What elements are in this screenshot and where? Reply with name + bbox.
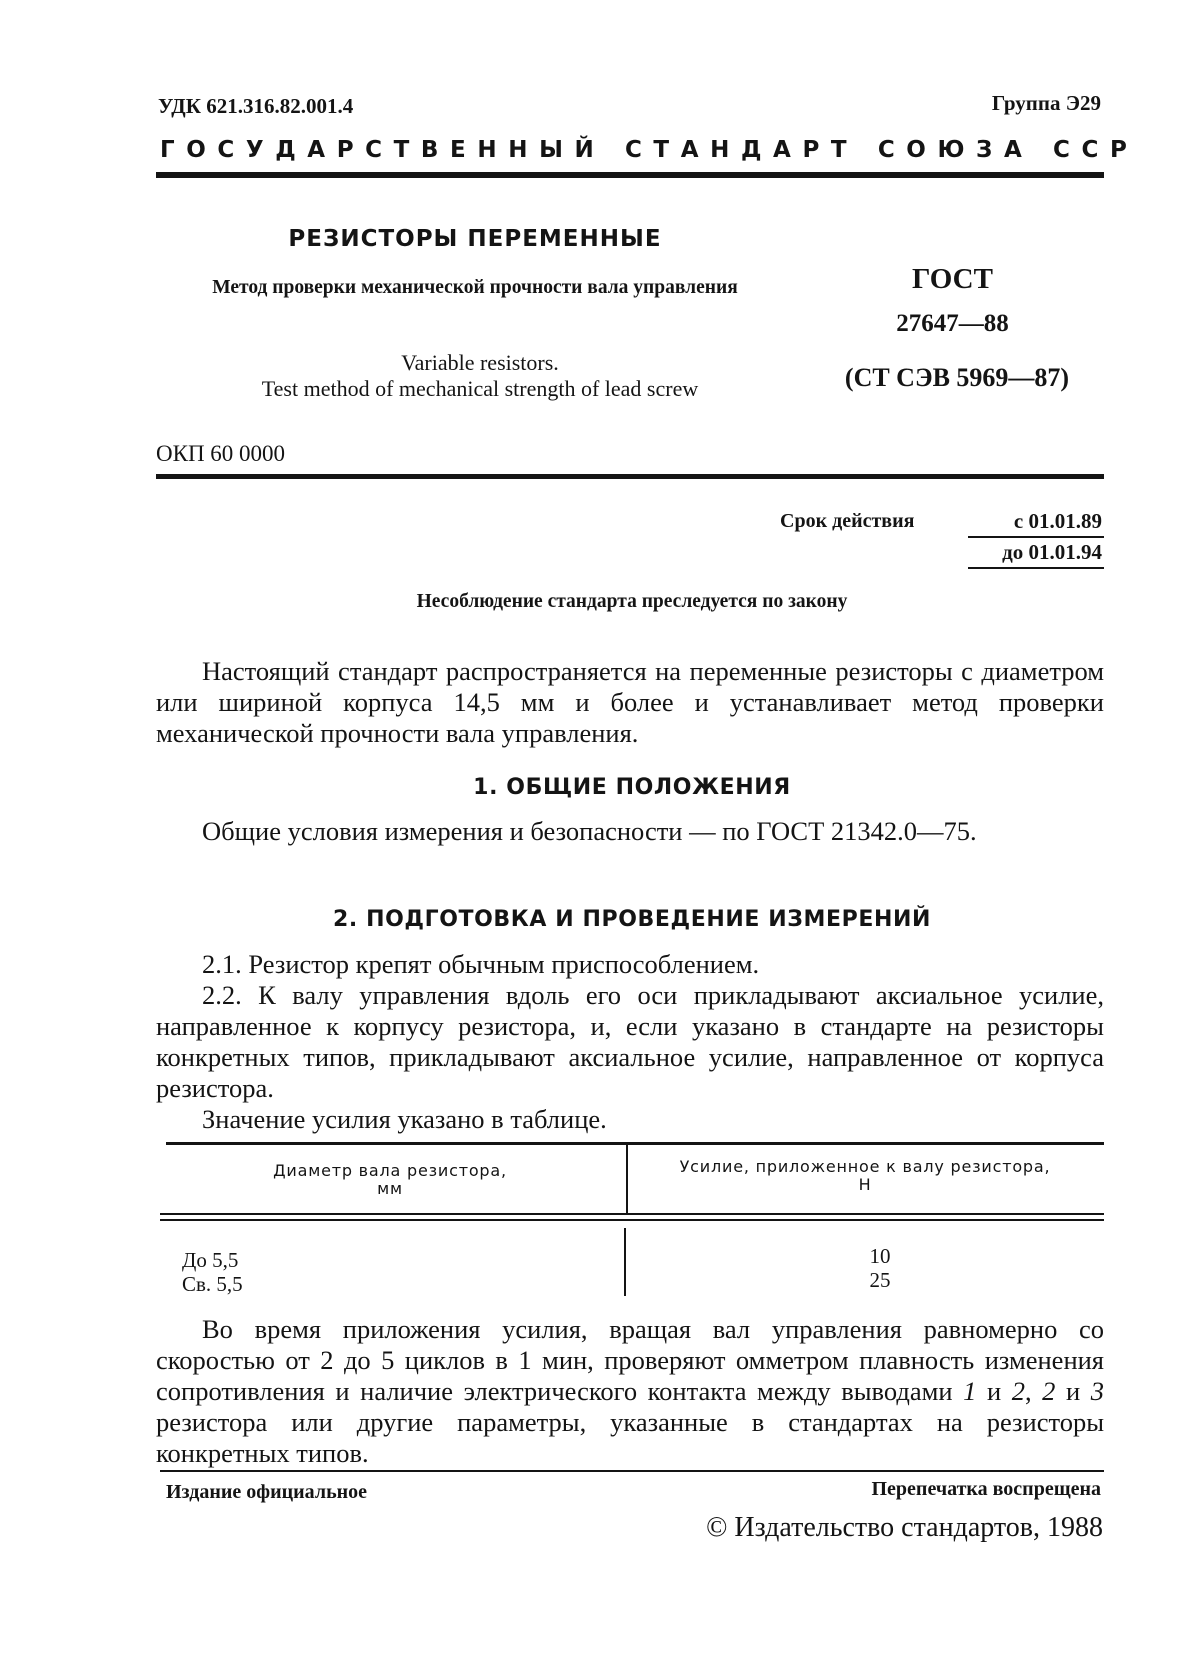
table-header-rule-2: [160, 1219, 1104, 1221]
gost-number: 27647—88: [896, 310, 1009, 337]
section2-body: [156, 949, 1104, 1135]
table-cell: 10: [869, 1244, 891, 1268]
valid-to: до 01.01.94: [1002, 540, 1102, 564]
after-table-paragraph: [156, 1314, 1104, 1469]
copyright: © Издательство стандартов, 1988: [706, 1512, 1103, 1543]
document-subtitle: Метод проверки механической прочности вала управления: [212, 277, 738, 298]
state-standard-banner: ГОСУДАРСТВЕННЫЙ СТАНДАРТ СОЮЗА ССР: [160, 137, 1139, 163]
table-row: До 5,5: [182, 1248, 239, 1272]
english-title-line1: Variable resistors.: [401, 350, 559, 375]
comma-text: ,: [1024, 1376, 1043, 1406]
section1-heading: 1. ОБЩИЕ ПОЛОЖЕНИЯ: [473, 775, 791, 800]
paragraph-2-1: 2.1. Резистор крепят обычным приспособлением.: [202, 949, 760, 979]
header-rule: [156, 172, 1104, 178]
and-text: и: [976, 1376, 1012, 1406]
table-force-column: [820, 1244, 940, 1292]
footer-rule: [160, 1470, 1104, 1472]
english-title-line2: Test method of mechanical strength of lead screw: [261, 376, 699, 401]
terminal-3: 3: [1090, 1376, 1104, 1406]
table-header-force: [630, 1158, 1100, 1194]
english-title: [180, 350, 780, 402]
table-diameter-column: [182, 1248, 243, 1296]
sev-reference: (СТ СЭВ 5969—87): [844, 363, 1070, 392]
gost-label: ГОСТ: [912, 263, 993, 295]
validity-label: Срок действия: [780, 510, 915, 532]
table-reference: Значение усилия указано в таблице.: [202, 1104, 607, 1134]
table-header-force-unit: Н: [858, 1175, 872, 1194]
section2-heading: 2. ПОДГОТОВКА И ПРОВЕДЕНИЕ ИЗМЕРЕНИЙ: [332, 907, 932, 932]
official-edition: Издание официальное: [166, 1481, 368, 1503]
and-text: и: [1055, 1376, 1091, 1406]
validity-underline: [968, 567, 1104, 569]
table-header-diameter-line1: Диаметр вала резистора,: [273, 1161, 507, 1180]
group-code: Группа Э29: [991, 91, 1101, 115]
validity-divider: [968, 536, 1104, 538]
table-row: Св. 5,5: [182, 1272, 243, 1296]
after-table-text-a: Во время приложения усилия, вращая вал управления равномерно со скоростью от 2 до 5 циклов в 1 мин, проверяют омметром плавность изменения сопротивления и наличие электрического контакта между выводами: [156, 1314, 1104, 1406]
table-top-rule: [166, 1142, 1104, 1145]
table-cell: 25: [869, 1268, 891, 1292]
title-block-rule: [156, 474, 1104, 479]
terminal-2b: 2: [1042, 1376, 1056, 1406]
document-title: РЕЗИСТОРЫ ПЕРЕМЕННЫЕ: [288, 226, 662, 252]
law-notice: Несоблюдение стандарта преследуется по закону: [416, 591, 848, 612]
table-column-divider-body: [624, 1228, 626, 1296]
terminal-1: 1: [963, 1376, 977, 1406]
valid-from: с 01.01.89: [1013, 509, 1102, 533]
intro-paragraph: Настоящий стандарт распространяется на переменные резисторы с диаметром или шириной корпуса 14,5 мм и более и устанавливает метод проверки механической прочности вала управления.: [156, 656, 1104, 748]
table-header-diameter: [160, 1162, 620, 1198]
table-header-rule-1: [160, 1213, 1104, 1215]
after-table-text-b: резистора или другие параметры, указанные в стандартах на резисторы конкретных типов.: [156, 1407, 1104, 1468]
okp-code: ОКП 60 0000: [156, 441, 286, 466]
table-header-force-line1: Усилие, приложенное к валу резистора,: [679, 1157, 1051, 1176]
paragraph-2-2: 2.2. К валу управления вдоль его оси прикладывают аксиальное усилие, направленное к корпусу резистора, и, если указано в стандарте на резисторы конкретных типов, прикладывают аксиальное усилие, направленное от корпуса резистора.: [156, 980, 1104, 1103]
section1-text: Общие условия измерения и безопасности — по ГОСТ 21342.0—75.: [202, 816, 977, 846]
terminal-2: 2: [1011, 1376, 1025, 1406]
udk-code: УДК 621.316.82.001.4: [158, 94, 354, 118]
table-column-divider-head: [626, 1145, 628, 1213]
table-header-diameter-unit: мм: [377, 1179, 403, 1198]
reprint-prohibited: Перепечатка воспрещена: [871, 1478, 1101, 1500]
